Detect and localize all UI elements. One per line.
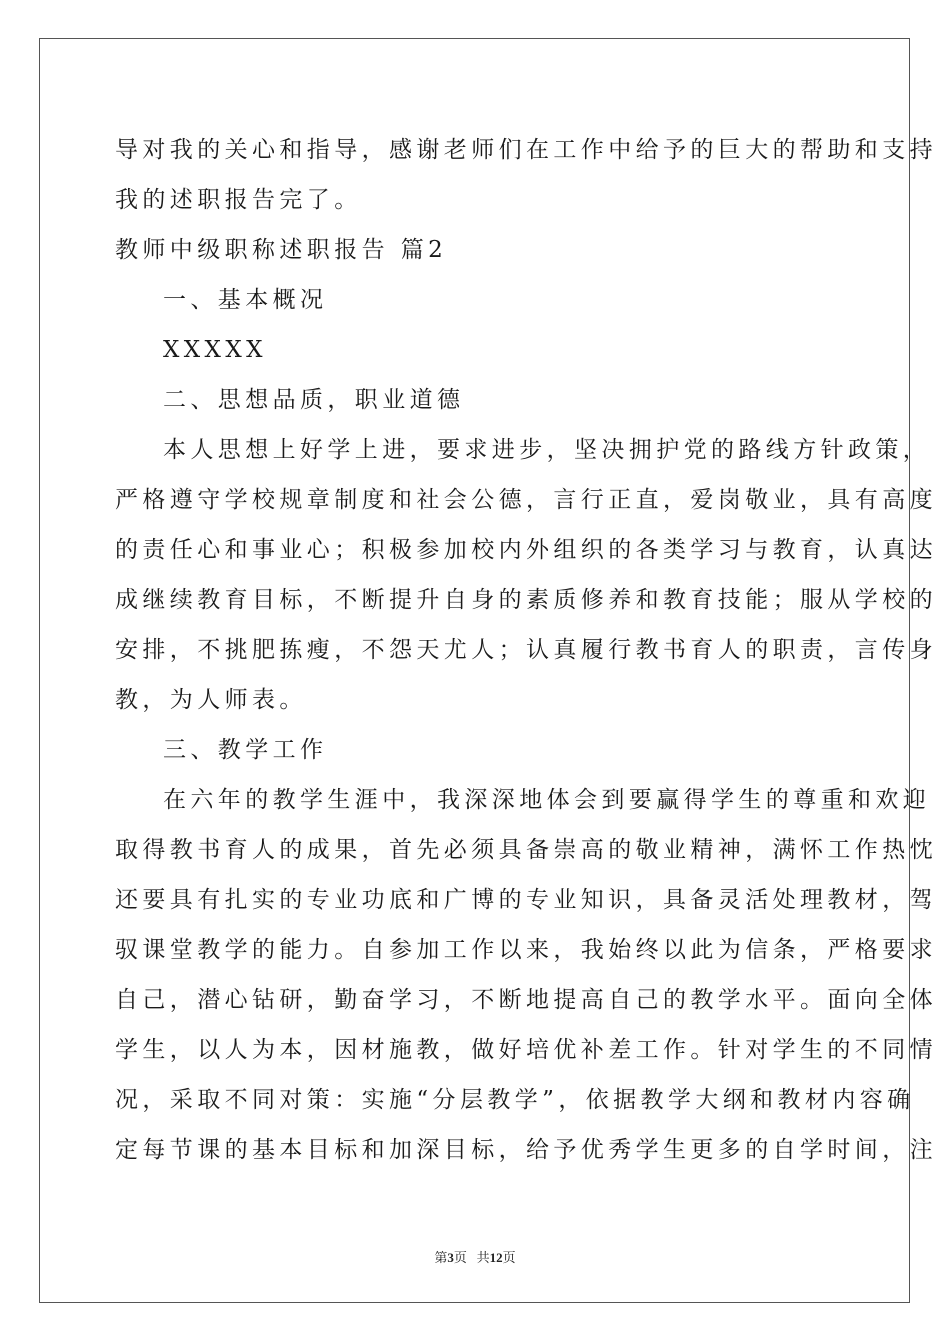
paragraph-line: 导对我的关心和指导，感谢老师们在工作中给予的巨大的帮助和支持: [115, 137, 937, 163]
paragraph-line: 成继续教育目标，不断提升自身的素质修养和教育技能；服从学校的: [115, 587, 937, 613]
paragraph-line: 在六年的教学生涯中，我深深地体会到要赢得学生的尊重和欢迎: [163, 787, 931, 813]
total-pages: 12: [489, 1250, 503, 1265]
paragraph-line: 还要具有扎实的专业功底和广博的专业知识，具备灵活处理教材，驾: [115, 887, 937, 913]
page-label-prefix: 第: [434, 1250, 448, 1265]
paragraph-line: 严格遵守学校规章制度和社会公德，言行正直，爱岗敬业，具有高度: [115, 487, 937, 513]
subsection-heading: 二、思想品质，职业道德: [163, 387, 465, 413]
paragraph-line: 定每节课的基本目标和加深目标，给予优秀学生更多的自学时间，注: [115, 1137, 937, 1163]
paragraph-line: 驭课堂教学的能力。自参加工作以来，我始终以此为信条，严格要求: [115, 937, 937, 963]
paragraph-line: 教，为人师表。: [115, 687, 307, 713]
subsection-heading: 三、教学工作: [163, 737, 328, 763]
paragraph-line: XXXXX: [163, 337, 267, 363]
document-body: [115, 125, 937, 1175]
paragraph-line: 本人思想上好学上进，要求进步，坚决拥护党的路线方针政策，: [163, 437, 931, 463]
paragraph-line: 我的述职报告完了。: [115, 187, 362, 213]
total-label-prefix: 共: [476, 1250, 490, 1265]
paragraph-line: 安排，不挑肥拣瘦，不怨天尤人；认真履行教书育人的职责，言传身: [115, 637, 937, 663]
paragraph-line: 的责任心和事业心；积极参加校内外组织的各类学习与教育，认真达: [115, 537, 937, 563]
page-label-suffix: 页: [453, 1250, 467, 1265]
paragraph-line: 取得教书育人的成果，首先必须具备崇高的敬业精神，满怀工作热忱: [115, 837, 937, 863]
paragraph-line: 学生，以人为本，因材施教，做好培优补差工作。针对学生的不同情: [115, 1037, 937, 1063]
total-label-suffix: 页: [502, 1250, 516, 1265]
subsection-heading: 一、基本概况: [163, 287, 328, 313]
page-footer: [0, 1247, 950, 1266]
paragraph-line: 自己，潜心钻研，勤奋学习，不断地提高自己的教学水平。面向全体: [115, 987, 937, 1013]
page-number: 3: [447, 1250, 454, 1265]
section-heading: 教师中级职称述职报告 篇2: [115, 237, 448, 263]
paragraph-line: 况，采取不同对策：实施“分层教学”，依据教学大纲和教材内容确: [115, 1087, 915, 1113]
